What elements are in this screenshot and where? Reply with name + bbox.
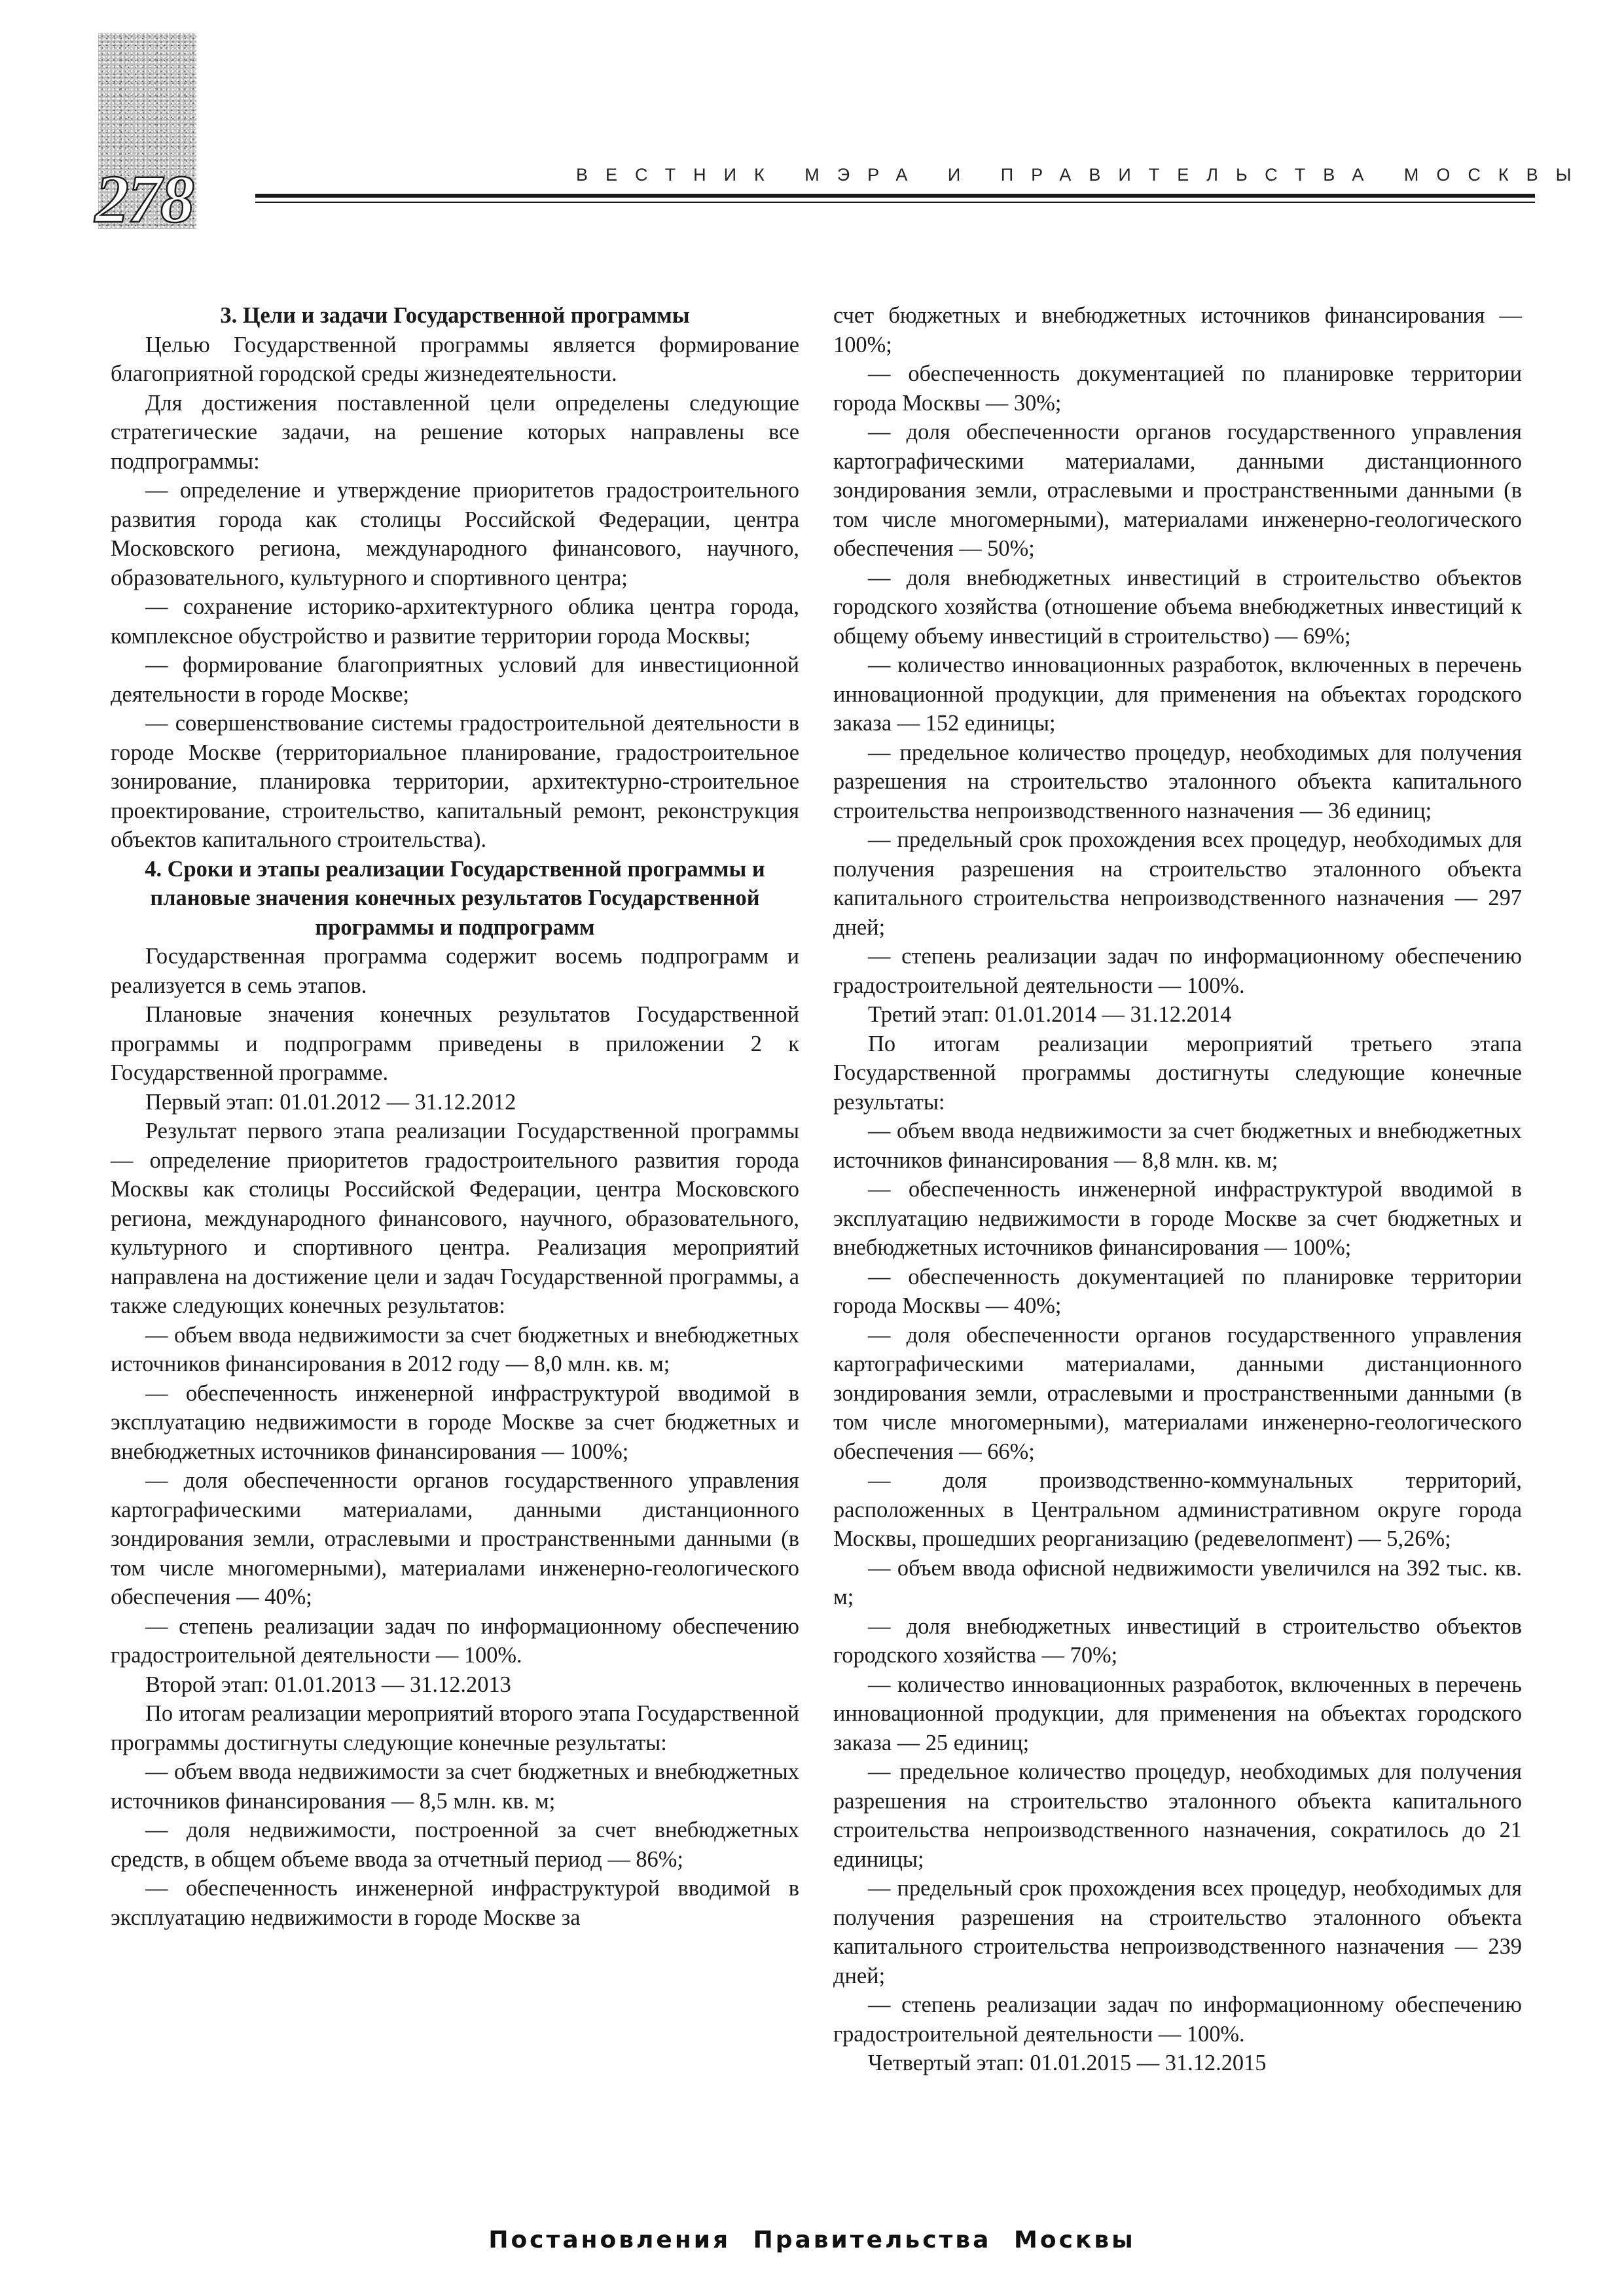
paragraph: — совершенствование системы градостроительной деятельности в городе Москве (территориальное планирование, градостроительное зонирование, планировка территории, архитектурно-строительное проектирование, строительство, капитальный ремонт, реконструкция объектов капитального строительства). [111, 711, 799, 852]
paragraph: Результат первого этапа реализации Государственной программы — определение приоритетов градостроительного развития города Москвы как столицы Российской Федерации, центра Московского региона, международного финансового, научного, образовательного, культурного и спортивного центра. Реализация мероприятий направлена на достижение цели и задач Государственной программы, а также следующих конечных результатов: [111, 1119, 799, 1318]
paragraph: — количество инновационных разработок, включенных в перечень инновационной продукции, для применения на объектах городского заказа — 25 единиц; [833, 1672, 1522, 1755]
page-number: 278 [95, 162, 193, 237]
paragraph: — предельное количество процедур, необходимых для получения разрешения на строительство эталонного объекта капитального строительства непроизводственного назначения, сократилось до 21 единицы; [833, 1759, 1522, 1872]
paragraph: — количество инновационных разработок, включенных в перечень инновационной продукции, для применения на объектах городского заказа — 152 единицы; [833, 653, 1522, 736]
paragraph: — обеспеченность документацией по планировке территории города Москвы — 40%; [833, 1264, 1522, 1318]
paragraph: — объем ввода недвижимости за счет бюджетных и внебюджетных источников финансирования в 2012 году — 8,0 млн. кв. м; [111, 1322, 799, 1376]
paragraph: — доля производственно-коммунальных территорий, расположенных в Центральном административном округе города Москвы, прошедших реорганизацию (редевелопмент) — 5,26%; [833, 1468, 1522, 1551]
paragraph: — обеспеченность инженерной инфраструктурой вводимой в эксплуатацию недвижимости в городе Москве за [111, 1876, 799, 1930]
paragraph: По итогам реализации мероприятий третьего этапа Государственной программы достигнуты следующие конечные результаты: [833, 1031, 1522, 1115]
paragraph: Целью Государственной программы является формирование благоприятной городской среды жизнедеятельности. [111, 332, 799, 386]
paragraph: Плановые значения конечных результатов Государственной программы и подпрограмм приведены в приложении 2 к Государственной программе. [111, 1002, 799, 1085]
paragraph: — доля обеспеченности органов государственного управления картографическими материалами, данными дистанционного зондирования земли, отраслевыми и пространственными данными (в том числе многомерными), материалами инженерно-геологического обеспечения — 66%; [833, 1322, 1522, 1464]
paragraph: Для достижения поставленной цели определены следующие стратегические задачи, на решение которых направлены все подпрограммы: [111, 390, 799, 474]
paragraph: Первый этап: 01.01.2012 — 31.12.2012 [145, 1089, 516, 1115]
paragraph: — объем ввода недвижимости за счет бюджетных и внебюджетных источников финансирования — 8,8 млн. кв. м; [833, 1119, 1522, 1173]
paragraph: — доля недвижимости, построенной за счет внебюджетных средств, в общем объеме ввода за отчетный период — 86%; [111, 1818, 799, 1872]
right-text-column [833, 301, 1522, 2078]
left-text-column [111, 301, 799, 1932]
paragraph: — обеспеченность инженерной инфраструктурой вводимой в эксплуатацию недвижимости в городе Москве за счет бюджетных и внебюджетных источников финансирования — 100%; [111, 1380, 799, 1464]
journal-title: ВЕСТНИК МЭРА И ПРАВИТЕЛЬСТВА МОСКВЫ [576, 165, 1589, 185]
paragraph: — доля внебюджетных инвестиций в строительство объектов городского хозяйства (отношение объема внебюджетных инвестиций к общему объему инвестиций в строительство) — 69%; [833, 565, 1522, 649]
paragraph: — сохранение историко-архитектурного облика центра города, комплексное обустройство и развитие территории города Москвы; [111, 594, 799, 649]
header-rule-thick [255, 194, 1535, 198]
footer-section-title: Постановления Правительства Москвы [488, 2227, 1136, 2253]
paragraph: — степень реализации задач по информационному обеспечению градостроительной деятельности — 100%. [111, 1613, 799, 1668]
paragraph: — предельное количество процедур, необходимых для получения разрешения на строительство эталонного объекта капитального строительства непроизводственного назначения — 36 единиц; [833, 740, 1522, 823]
paragraph: — обеспеченность документацией по планировке территории города Москвы — 30%; [833, 361, 1522, 416]
header-rule-thin [255, 202, 1535, 203]
paragraph: — доля обеспеченности органов государственного управления картографическими материалами, данными дистанционного зондирования земли, отраслевыми и пространственными данными (в том числе многомерными), материалами инженерно-геологического обеспечения — 50%; [833, 420, 1522, 561]
paragraph: Второй этап: 01.01.2013 — 31.12.2013 [145, 1672, 511, 1697]
section-heading: 4. Сроки и этапы реализации Государственной программы и плановые значения конечных результатов Государственной программы и подпрограмм [145, 856, 765, 940]
paragraph: — предельный срок прохождения всех процедур, необходимых для получения разрешения на строительство эталонного объекта капитального строительства непроизводственного назначения — 239 дней; [833, 1876, 1522, 1988]
paragraph: счет бюджетных и внебюджетных источников финансирования — 100%; [833, 303, 1522, 357]
paragraph: — предельный срок прохождения всех процедур, необходимых для получения разрешения на строительство эталонного объекта капитального строительства непроизводственного назначения — 297 дней; [833, 827, 1522, 940]
paragraph: — определение и утверждение приоритетов градостроительного развития города как столицы Российской Федерации, центра Московского региона, международного финансового, научного, образовательного, культурного и спортивного центра; [111, 478, 799, 590]
paragraph: — объем ввода недвижимости за счет бюджетных и внебюджетных источников финансирования — 8,5 млн. кв. м; [111, 1759, 799, 1814]
paragraph: — степень реализации задач по информационному обеспечению градостроительной деятельности — 100%. [833, 944, 1522, 998]
paragraph: — доля внебюджетных инвестиций в строительство объектов городского хозяйства — 70%; [833, 1613, 1522, 1668]
paragraph: — доля обеспеченности органов государственного управления картографическими материалами, данными дистанционного зондирования земли, отраслевыми и пространственными данными (в том числе многомерными), материалами инженерно-геологического обеспечения — 40%; [111, 1468, 799, 1609]
paragraph: — степень реализации задач по информационному обеспечению градостроительной деятельности — 100%. [833, 1992, 1522, 2047]
paragraph: Четвертый этап: 01.01.2015 — 31.12.2015 [868, 2051, 1267, 2075]
paragraph: — обеспеченность инженерной инфраструктурой вводимой в эксплуатацию недвижимости в городе Москве за счет бюджетных и внебюджетных источников финансирования — 100%; [833, 1177, 1522, 1260]
paragraph: — объем ввода офисной недвижимости увеличился на 392 тыс. кв. м; [833, 1555, 1522, 1609]
paragraph: Третий этап: 01.01.2014 — 31.12.2014 [868, 1002, 1232, 1027]
paragraph: — формирование благоприятных условий для инвестиционной деятельности в городе Москве; [111, 653, 799, 707]
section-heading: 3. Цели и задачи Государственной программы [220, 303, 690, 328]
paragraph: По итогам реализации мероприятий второго этапа Государственной программы достигнуты следующие конечные результаты: [111, 1701, 799, 1755]
paragraph: Государственная программа содержит восемь подпрограмм и реализуется в семь этапов. [111, 944, 799, 998]
